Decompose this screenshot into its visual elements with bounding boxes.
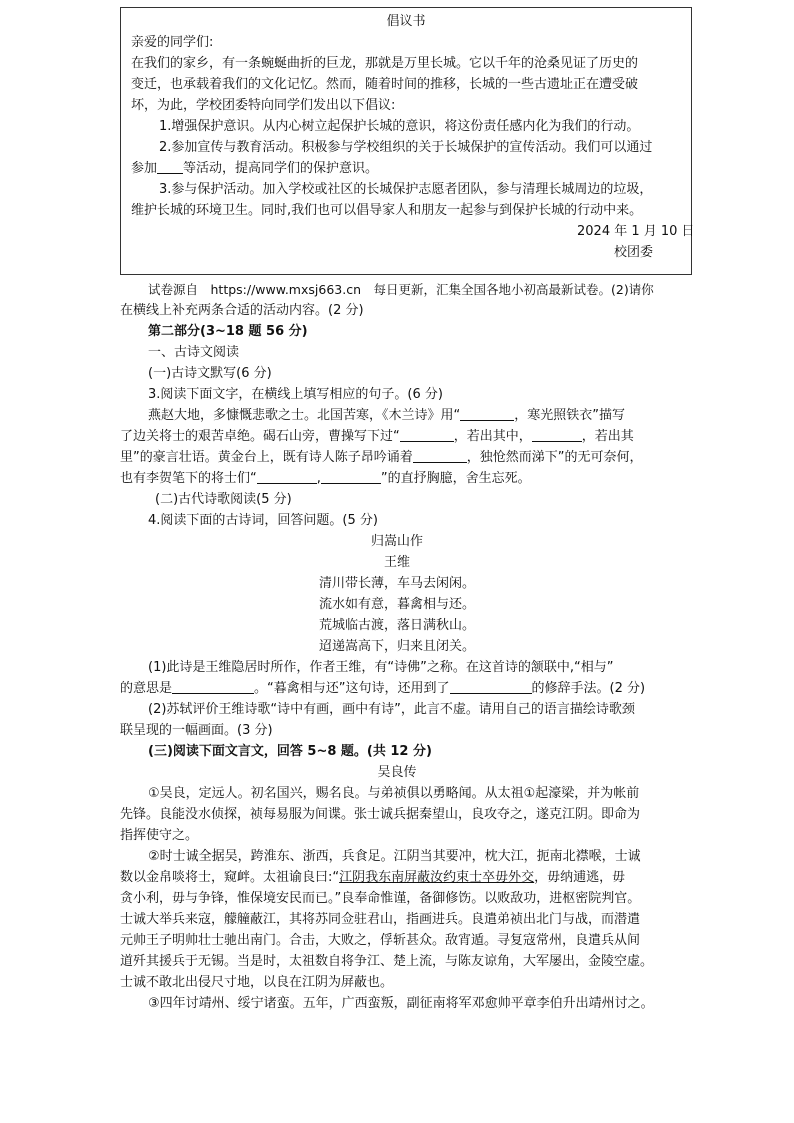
proposal-text: 参加 [131, 161, 158, 176]
text: ，若出其中， [453, 429, 532, 444]
question-text [120, 427, 634, 447]
answer-blank [172, 679, 254, 694]
prose-title: 吴良传 [377, 765, 417, 780]
text: 的意思是 [120, 681, 173, 696]
poem-author: 王维 [383, 555, 410, 570]
source-line: 试卷源自 https://www.mxsj663.cn 每日更新，汇集全国各地小初高最新试卷。(2)请你 [148, 282, 654, 297]
proposal-item-1: 1.增强保护意识。从内心树立起保护长城的意识，将这份责任感内化为我们的行动。 [159, 119, 640, 134]
proposal-text: 在我们的家乡，有一条蜿蜒曲折的巨龙，那就是万里长城。它以千年的沧桑见证了历史的 [131, 56, 639, 71]
answer-blank [460, 406, 514, 421]
question-text: (2)苏轼评价王维诗歌“诗中有画，画中有诗”，此言不虚。请用自己的语言描绘诗歌颈 [148, 702, 635, 717]
question-text [148, 406, 625, 426]
text: , [316, 471, 321, 486]
answer-blank [157, 159, 183, 174]
prose-line: 指挥使守之。 [120, 828, 199, 843]
text: ”的直抒胸臆，舍生忘死。 [380, 471, 531, 486]
poem-line: 清川带长薄，车马去闲闲。 [318, 576, 475, 591]
answer-blank [257, 469, 317, 484]
prose-line: ③四年讨靖州、绥宁诸蛮。五年，广西蛮叛，副征南将军邓愈帅平章李伯升出靖州讨之。 [148, 996, 654, 1011]
text: ，若出其 [581, 429, 634, 444]
prose-line: ①吴良，定远人。初名国兴，赐名良。与弟祯俱以勇略闻。从太祖①起濠梁，并为帐前 [148, 786, 640, 801]
question-text [120, 679, 645, 699]
answer-blank [450, 679, 532, 694]
question-text: 联呈现的一幅画面。(3 分) [120, 723, 273, 738]
section-subtitle: (一)古诗文默写(6 分) [148, 366, 272, 381]
proposal-item-3: 3.参与保护活动。加入学校或社区的长城保护志愿者团队，参与清理长城周边的垃圾， [159, 182, 653, 197]
proposal-signer: 校团委 [614, 245, 654, 260]
prose-line: 道歼其援兵于无锡。当是时，太祖数自将争江、楚上流，与陈友谅角，大军屡出，金陵空虚。 [120, 954, 654, 969]
text: ，毋纳逋逃，毋 [534, 870, 626, 885]
prose-line: 先锋。良能没水侦探，祯每易服为间谍。张士诚兵据秦望山，良攻夺之，遂克江阴。即命为 [120, 807, 641, 822]
text: 。“暮禽相与还”这句诗，还用到了 [254, 681, 450, 696]
poem-line: 流水如有意，暮禽相与还。 [318, 597, 475, 612]
prose-line: 元帅王子明帅壮士驰出南门。合击，大败之，俘斩甚众。敌宵遁。寻复寇常州，良遣兵从间 [120, 933, 641, 948]
poem-line: 迢递嵩高下，归来且闭关。 [318, 639, 475, 654]
question-text: 在横线上补充两条合适的活动内容。(2 分) [120, 303, 364, 318]
section-title: 一、古诗文阅读 [148, 345, 240, 360]
prose-line: 贪小利，毋与争锋，惟保境安民而已。”良奉命惟谨，备御修饬。以败敌功，进枢密院判官。 [120, 891, 641, 906]
poem-title: 归嵩山作 [370, 534, 423, 549]
prose-line: 士诚大举兵来寇，艨艟蔽江，其将苏同佥驻君山，指画进兵。良遣弟祯出北门与战，而潜遣 [120, 912, 641, 927]
answer-blank [321, 469, 381, 484]
proposal-text: 变迁，也承载着我们的文化记忆。然而，随着时间的推移，长城的一些古遗址正在遭受破 [131, 77, 639, 92]
question-text [120, 469, 531, 489]
answer-blank [532, 427, 582, 442]
prose-line: ②时士诚全据吴，跨淮东、浙西，兵食足。江阴当其要冲，枕大江，扼南北襟喉，士诚 [148, 849, 641, 864]
proposal-text: 坏，为此，学校团委特向同学们发出以下倡议: [131, 98, 396, 113]
text: ，独怆然而涕下”的无可奈何， [466, 450, 643, 465]
question-text [120, 448, 643, 468]
proposal-item-2-cont [131, 159, 378, 179]
proposal-date: 2024 年 1 月 10 日 [577, 224, 695, 239]
question-text: (1)此诗是王维隐居时所作，作者王维，有“诗佛”之称。在这首诗的颔联中,“相与” [148, 660, 614, 675]
text: 里”的豪言壮语。黄金台上，既有诗人陈子昂吟诵着 [120, 450, 413, 465]
question-stem: 4.阅读下面的古诗词，回答问题。(5 分) [148, 513, 378, 528]
proposal-text: 维护长城的环境卫生。同时,我们也可以倡导家人和朋友一起参与到保护长城的行动中来。 [131, 203, 643, 218]
answer-blank [400, 427, 454, 442]
text: ，寒光照铁衣”描写 [514, 408, 625, 423]
text: 数以金帛啖将士，窥衅。太祖谕良曰:“ [120, 870, 340, 885]
question-stem: 3.阅读下面文字，在横线上填写相应的句子。(6 分) [148, 387, 443, 402]
proposal-item-2: 2.参加宣传与教育活动。积极参与学校组织的关于长城保护的宣传活动。我们可以通过 [159, 140, 653, 155]
proposal-greeting: 亲爱的同学们: [131, 35, 214, 50]
part-title: 第二部分(3~18 题 56 分) [148, 324, 308, 339]
text: 了边关将士的艰苦卓绝。碣石山旁，曹操写下过“ [120, 429, 400, 444]
text: 也有李贺笔下的将士们“ [120, 471, 257, 486]
underlined-sentence: 江阴我东南屏蔽汝约束士卒毋外交 [339, 870, 535, 885]
answer-blank [413, 448, 467, 463]
text: 燕赵大地，多慷慨悲歌之士。北国苦寒，《木兰诗》用“ [148, 408, 461, 423]
prose-line [120, 868, 625, 888]
section-subtitle: (三)阅读下面文言文，回答 5~8 题。(共 12 分) [148, 744, 432, 759]
poem-line: 荒城临古渡，落日满秋山。 [318, 618, 475, 633]
prose-line: 士诚不敢北出侵尺寸地，以良在江阴为屏蔽也。 [120, 975, 394, 990]
section-subtitle: (二)古代诗歌阅读(5 分) [155, 492, 292, 507]
text: 的修辞手法。(2 分) [531, 681, 646, 696]
proposal-text: 等活动，提高同学们的保护意识。 [183, 161, 379, 176]
proposal-title: 倡议书 [386, 14, 426, 29]
